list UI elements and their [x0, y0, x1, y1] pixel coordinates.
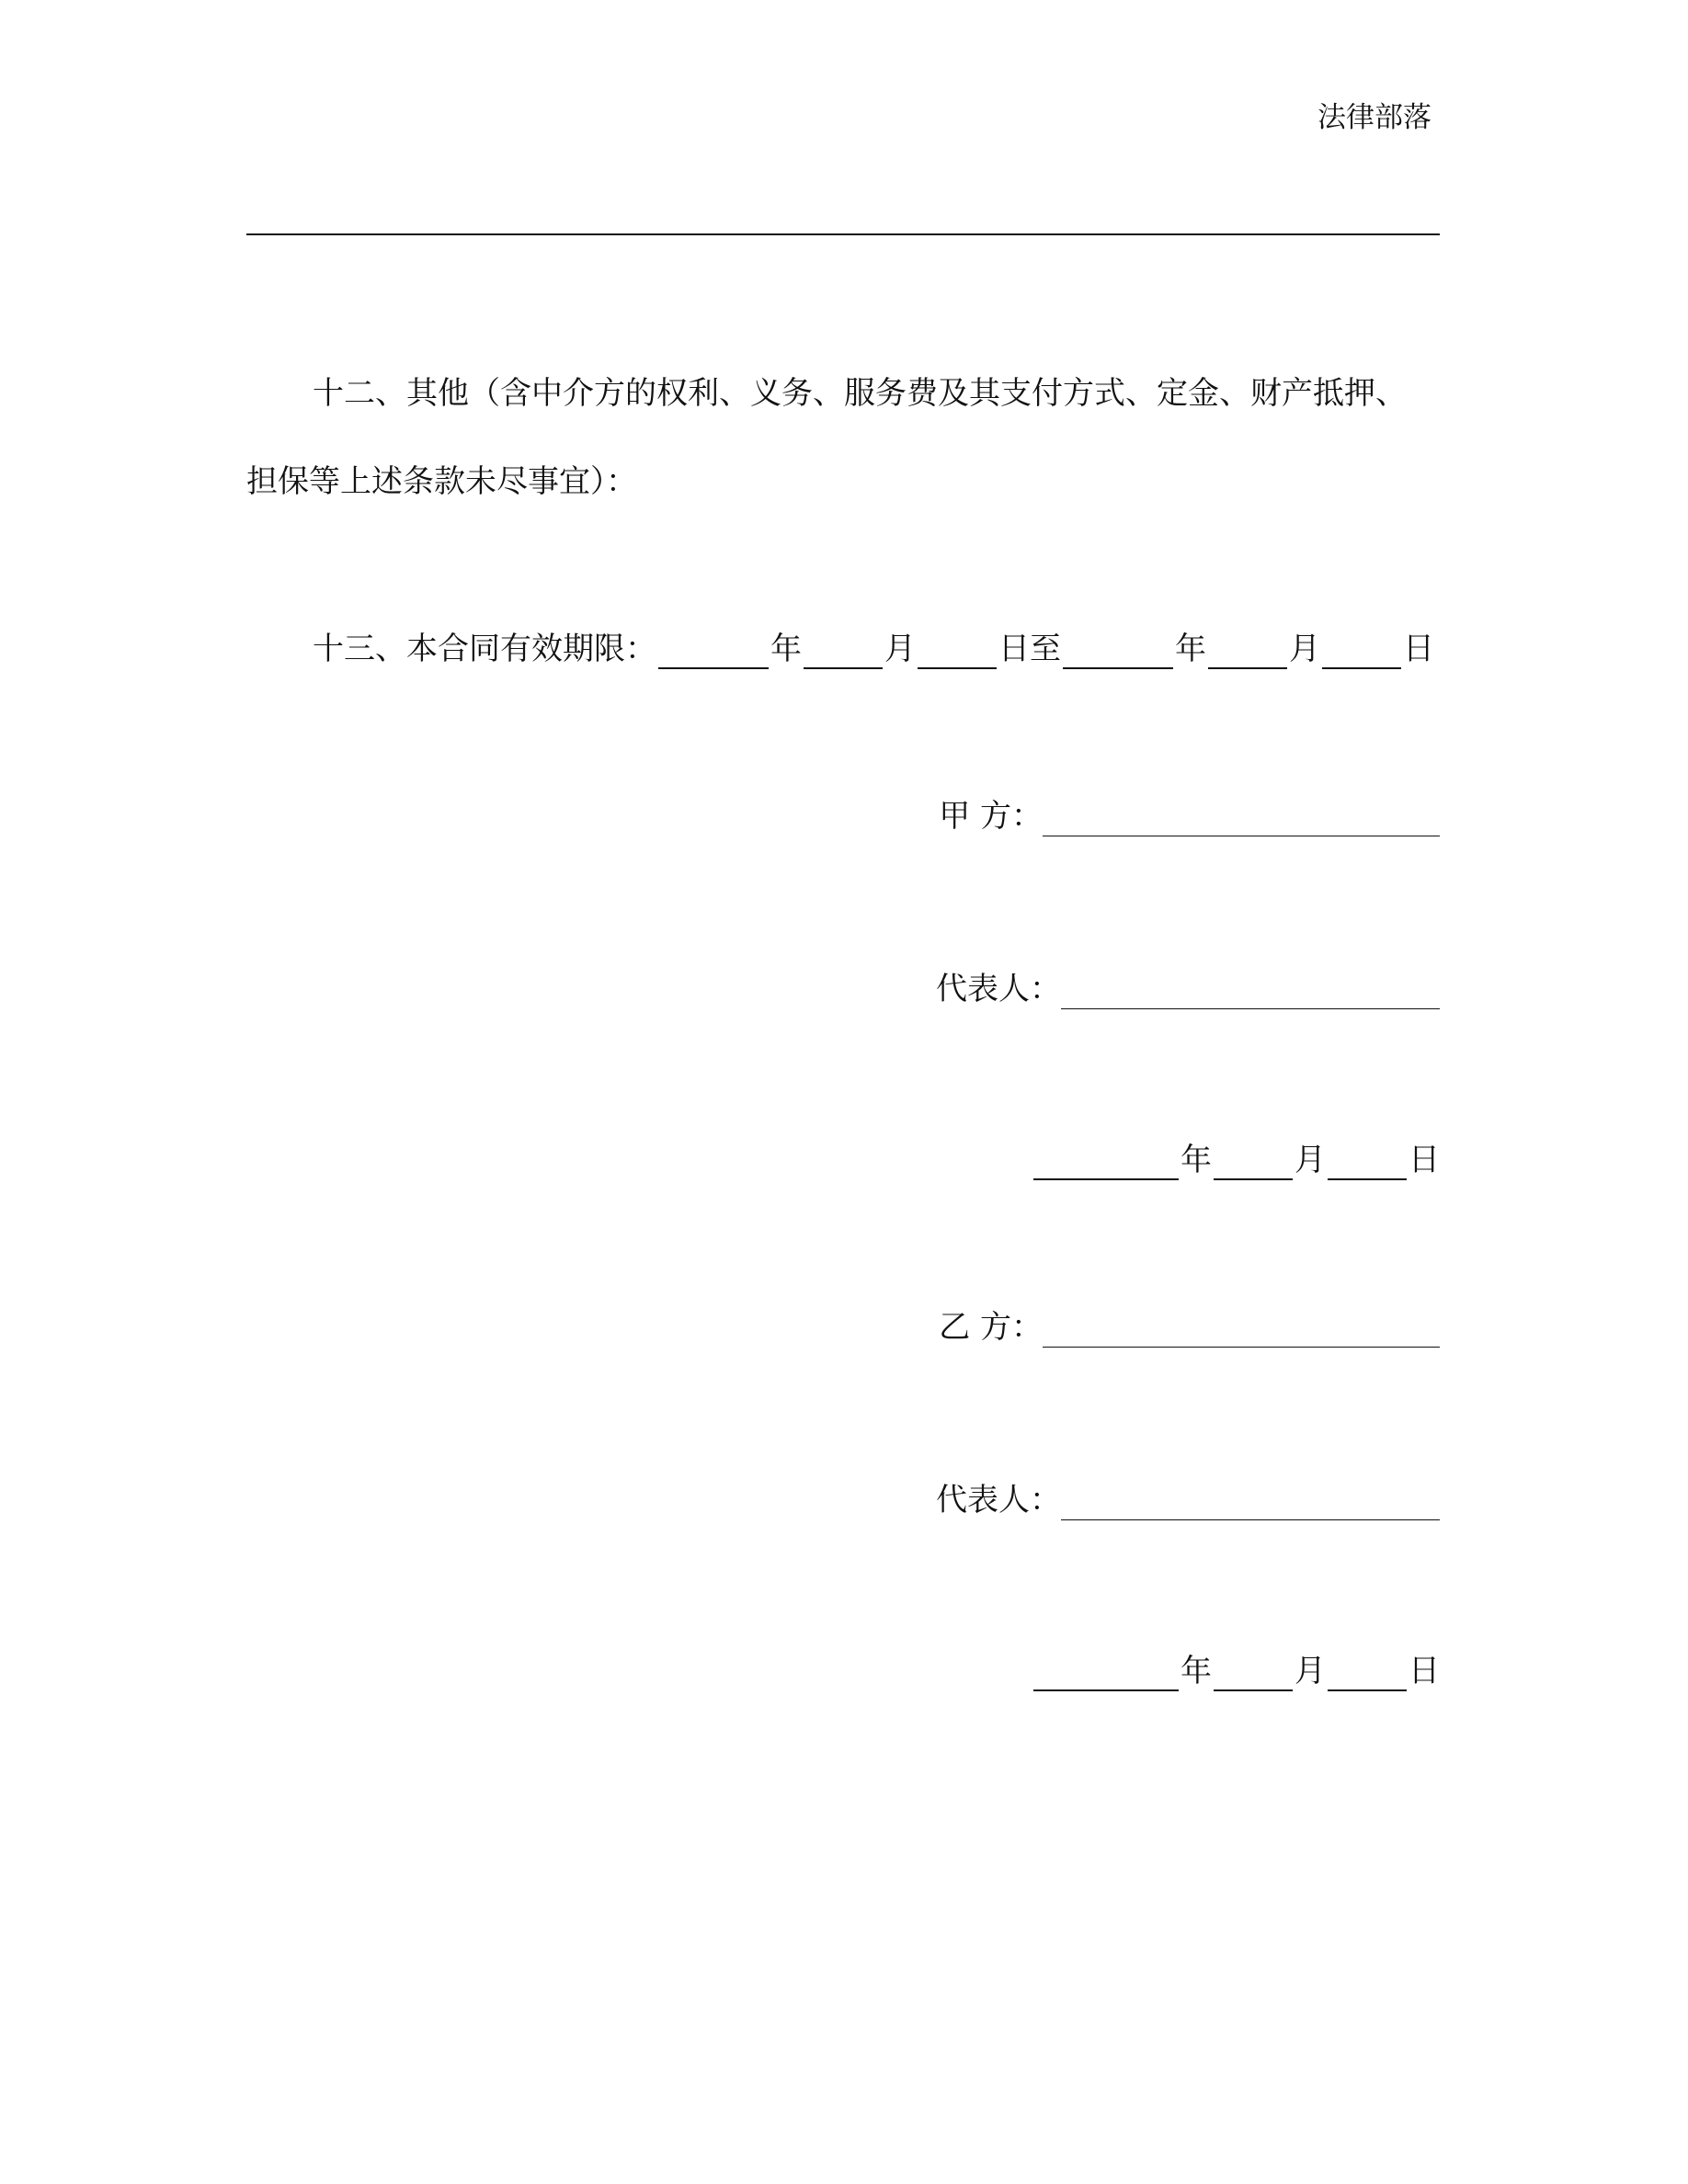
- party-a-representative-row: [936, 969, 1440, 1009]
- party-b-label: 乙 方：: [939, 1309, 1043, 1346]
- party-a-date-month-label: 月: [1295, 1142, 1326, 1178]
- party-a-signature-line[interactable]: [1043, 808, 1440, 836]
- end-month-label: 月: [1289, 631, 1320, 667]
- party-a-label: 甲 方：: [939, 798, 1043, 835]
- party-a-date-day-blank[interactable]: [1328, 1145, 1407, 1180]
- party-b-date-year-label: 年: [1180, 1653, 1212, 1689]
- clause-13: [246, 629, 1440, 669]
- clause-13-prefix: 十三、本合同有效期限：: [313, 631, 656, 667]
- party-b-date-month-blank[interactable]: [1214, 1656, 1293, 1691]
- party-a-date-year-blank[interactable]: [1033, 1145, 1179, 1180]
- start-month-label: 月: [884, 631, 916, 667]
- party-b-row: [939, 1307, 1440, 1348]
- start-day-label: 日至: [998, 631, 1061, 667]
- party-a-date-month-blank[interactable]: [1214, 1145, 1293, 1180]
- party-b-date-year-blank[interactable]: [1033, 1656, 1179, 1691]
- clause-12-line-2: 担保等上述条款未尽事宜）：: [246, 463, 637, 500]
- start-year-label: 年: [770, 631, 802, 667]
- start-day-blank[interactable]: [918, 634, 997, 669]
- party-a-row: [939, 796, 1440, 836]
- party-b-representative-line[interactable]: [1061, 1492, 1440, 1520]
- page-header-label: 法律部落: [1317, 101, 1431, 134]
- party-b-representative-label: 代表人：: [936, 1482, 1061, 1519]
- start-year-blank[interactable]: [658, 634, 769, 669]
- end-day-label: 日: [1403, 631, 1434, 667]
- clause-12-line-1: 十二、其他（含中介方的权利、义务、服务费及其支付方式、定金、财产抵押、: [313, 375, 1407, 412]
- header-divider: [246, 233, 1440, 235]
- party-a-date-day-label: 日: [1409, 1142, 1440, 1178]
- party-a-date-year-label: 年: [1180, 1142, 1212, 1178]
- party-b-date-month-label: 月: [1295, 1653, 1326, 1689]
- end-year-blank[interactable]: [1063, 634, 1173, 669]
- party-b-date-row: [1032, 1651, 1440, 1691]
- start-month-blank[interactable]: [804, 634, 883, 669]
- party-a-date-row: [1032, 1140, 1440, 1180]
- party-a-representative-label: 代表人：: [936, 971, 1061, 1007]
- party-a-representative-line[interactable]: [1061, 981, 1440, 1009]
- party-b-representative-row: [936, 1480, 1440, 1520]
- end-month-blank[interactable]: [1208, 634, 1287, 669]
- party-b-date-day-label: 日: [1409, 1653, 1440, 1689]
- end-year-label: 年: [1175, 631, 1206, 667]
- party-b-signature-line[interactable]: [1043, 1319, 1440, 1348]
- party-b-date-day-blank[interactable]: [1328, 1656, 1407, 1691]
- end-day-blank[interactable]: [1322, 634, 1401, 669]
